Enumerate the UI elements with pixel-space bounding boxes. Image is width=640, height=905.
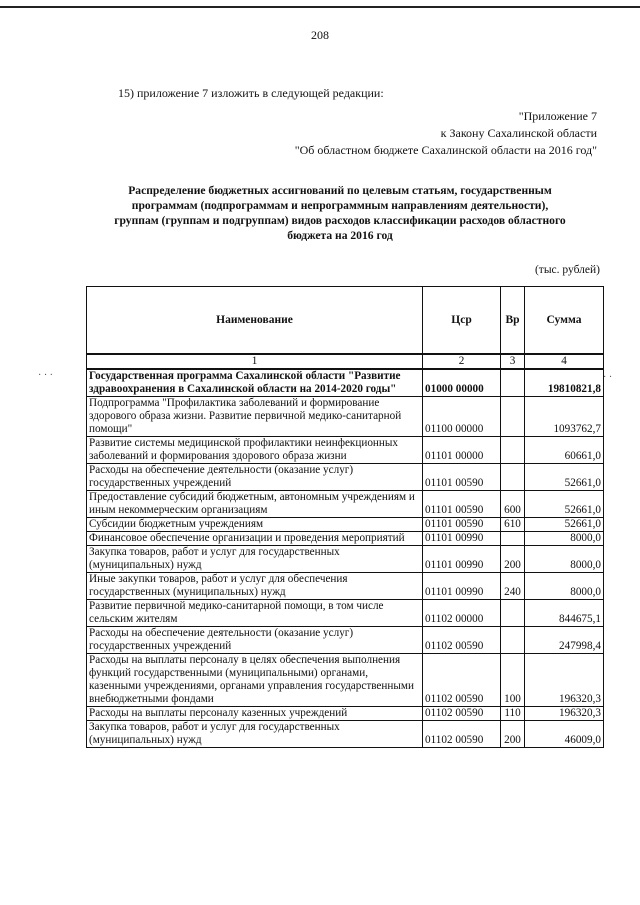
scan-mark: · · · xyxy=(38,370,53,381)
row-vr: 200 xyxy=(501,721,525,748)
row-vr xyxy=(501,600,525,627)
table-row xyxy=(87,721,604,748)
row-sum: 1093762,7 xyxy=(525,397,604,437)
row-sum: 247998,4 xyxy=(525,627,604,654)
row-code: 01102 00590 xyxy=(423,707,501,721)
units-label: (тыс. рублей) xyxy=(534,264,600,276)
row-vr xyxy=(501,369,525,397)
row-name: Финансовое обеспечение организации и проведения мероприятий xyxy=(87,532,423,546)
title-line-4: бюджета на 2016 год xyxy=(287,229,393,242)
table-row xyxy=(87,707,604,721)
row-code: 01102 00590 xyxy=(423,721,501,748)
table-row xyxy=(87,518,604,532)
row-sum: 60661,0 xyxy=(525,437,604,464)
row-sum: 52661,0 xyxy=(525,464,604,491)
column-number-row xyxy=(87,354,604,369)
table-row xyxy=(87,627,604,654)
row-sum: 19810821,8 xyxy=(525,369,604,397)
table-header-row xyxy=(87,287,604,355)
table-row xyxy=(87,397,604,437)
row-vr xyxy=(501,397,525,437)
row-name: Расходы на выплаты персоналу казенных учреждений xyxy=(87,707,423,721)
row-vr: 610 xyxy=(501,518,525,532)
table-row xyxy=(87,491,604,518)
column-number: 3 xyxy=(501,354,525,369)
appendix-line-2: к Закону Сахалинской области xyxy=(440,126,597,140)
table-row xyxy=(87,573,604,600)
table-row xyxy=(87,600,604,627)
row-code: 01101 00590 xyxy=(423,464,501,491)
row-name: Закупка товаров, работ и услуг для государственных (муниципальных) нужд xyxy=(87,546,423,573)
row-sum: 196320,3 xyxy=(525,654,604,707)
column-number: 4 xyxy=(525,354,604,369)
header-vr: Вр xyxy=(501,287,525,355)
row-name: Предоставление субсидий бюджетным, автономным учреждениям и иным некоммерческим организациям xyxy=(87,491,423,518)
row-sum: 8000,0 xyxy=(525,573,604,600)
row-vr: 600 xyxy=(501,491,525,518)
row-name: Подпрограмма "Профилактика заболеваний и формирование здорового образа жизни. Развитие первичной медико-санитарной помощи" xyxy=(87,397,423,437)
row-name: Расходы на обеспечение деятельности (оказание услуг) государственных учреждений xyxy=(87,464,423,491)
row-vr xyxy=(501,437,525,464)
row-code: 01101 00000 xyxy=(423,437,501,464)
row-vr: 110 xyxy=(501,707,525,721)
row-sum: 196320,3 xyxy=(525,707,604,721)
row-name: Субсидии бюджетным учреждениям xyxy=(87,518,423,532)
row-code: 01102 00590 xyxy=(423,654,501,707)
row-vr: 240 xyxy=(501,573,525,600)
row-code: 01100 00000 xyxy=(423,397,501,437)
row-name: Расходы на выплаты персоналу в целях обеспечения выполнения функций государственными (муниципальными) органами, казенными учреждениями, органами управления государственными внебюджетными фондами xyxy=(87,654,423,707)
row-code: 01102 00590 xyxy=(423,627,501,654)
column-number: 1 xyxy=(87,354,423,369)
appendix-line-1: "Приложение 7 xyxy=(518,109,597,123)
table-row xyxy=(87,546,604,573)
row-code: 01000 00000 xyxy=(423,369,501,397)
appendix-header xyxy=(295,108,597,159)
header-name: Наименование xyxy=(87,287,423,355)
row-code: 01101 00590 xyxy=(423,518,501,532)
row-name: Расходы на обеспечение деятельности (оказание услуг) государственных учреждений xyxy=(87,627,423,654)
top-border-line xyxy=(0,6,640,8)
intro-line: 15) приложение 7 изложить в следующей редакции: xyxy=(118,86,384,100)
row-sum: 8000,0 xyxy=(525,546,604,573)
table-row xyxy=(87,464,604,491)
title-line-2: программам (подпрограммам и непрограммным направлениям деятельности), xyxy=(131,199,549,212)
table-row xyxy=(87,532,604,546)
row-vr xyxy=(501,532,525,546)
row-name: Развитие первичной медико-санитарной помощи, в том числе сельским жителям xyxy=(87,600,423,627)
row-vr xyxy=(501,464,525,491)
title-line-1: Распределение бюджетных ассигнований по целевым статьям, государственным xyxy=(128,184,552,197)
row-name: Закупка товаров, работ и услуг для государственных (муниципальных) нужд xyxy=(87,721,423,748)
header-sum: Сумма xyxy=(525,287,604,355)
row-code: 01101 00990 xyxy=(423,546,501,573)
appendix-line-3: "Об областном бюджете Сахалинской области на 2016 год" xyxy=(294,143,597,157)
row-vr: 200 xyxy=(501,546,525,573)
column-number: 2 xyxy=(423,354,501,369)
row-name: Развитие системы медицинской профилактики неинфекционных заболеваний и формирования здорового образа жизни xyxy=(87,437,423,464)
title-line-3: группам (группам и подгруппам) видов расходов классификации расходов областного xyxy=(114,214,566,227)
table-row xyxy=(87,654,604,707)
page-number: 208 xyxy=(311,28,329,42)
row-sum: 46009,0 xyxy=(525,721,604,748)
table-row xyxy=(87,369,604,397)
row-code: 01101 00590 xyxy=(423,491,501,518)
document-title xyxy=(60,183,620,243)
table-row xyxy=(87,437,604,464)
row-sum: 52661,0 xyxy=(525,491,604,518)
row-vr: 100 xyxy=(501,654,525,707)
budget-table xyxy=(86,286,604,748)
row-sum: 52661,0 xyxy=(525,518,604,532)
row-sum: 844675,1 xyxy=(525,600,604,627)
row-code: 01102 00000 xyxy=(423,600,501,627)
row-name: Государственная программа Сахалинской области "Развитие здравоохранения в Сахалинской области на 2014-2020 годы" xyxy=(87,369,423,397)
row-code: 01101 00990 xyxy=(423,573,501,600)
row-sum: 8000,0 xyxy=(525,532,604,546)
row-name: Иные закупки товаров, работ и услуг для обеспечения государственных (муниципальных) нужд xyxy=(87,573,423,600)
row-vr xyxy=(501,627,525,654)
header-csr: Цср xyxy=(423,287,501,355)
scan-mark: · · xyxy=(603,372,613,383)
row-code: 01101 00990 xyxy=(423,532,501,546)
